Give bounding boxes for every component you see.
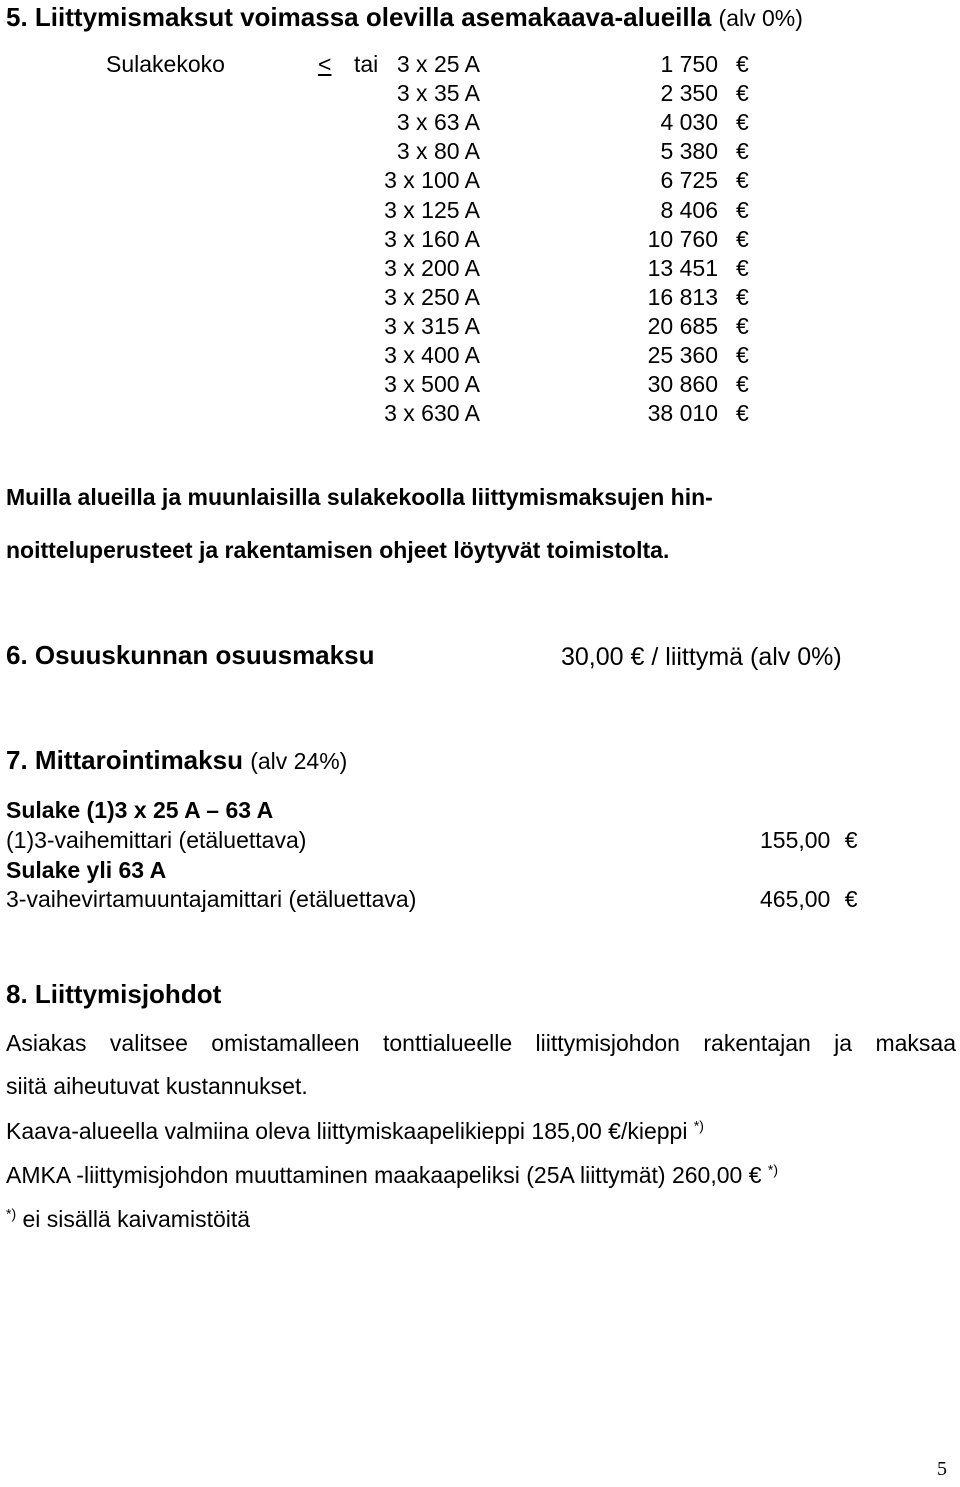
fuse-amount: 16 813 [647,283,718,310]
section-6-fee [561,643,842,672]
euro-icon: € [736,283,749,310]
euro-icon: € [736,225,749,252]
fuse-size: 3 x 400 A [384,342,480,368]
section-8-title: Liittymisjohdot [34,979,222,1009]
euro-icon: € [736,51,749,77]
section-6-title: Osuuskunnan osuusmaksu [34,640,375,670]
note-line-1: Muilla alueilla ja muunlaisilla sulakekoolla liittymismaksujen hin- [6,484,713,510]
section-6-amount: 30,00 [561,643,624,671]
sub-2-item: 3-vaihevirtamuuntajamittari (etäluettava) [6,886,417,912]
section-6-heading [6,640,374,671]
fuse-size-label: Sulakekoko [106,51,225,77]
euro-icon: € [736,80,749,107]
fuse-size: 3 x 160 A [384,225,480,252]
sub-2-title: Sulake yli 63 A [6,857,167,883]
fuse-size: 3 x 630 A [384,400,480,427]
page-number: 5 [937,1458,947,1480]
section-7-vat: (alv 24%) [250,748,348,774]
amka-text: AMKA -liittymisjohdon muuttaminen maakaapeliksi (25A liittymät) 260,00 [6,1162,743,1188]
fuse-size: 3 x 100 A [384,167,480,194]
euro-icon: € [736,312,749,339]
kaapeli-unit: /kieppi [620,1118,688,1144]
sub-2-price [760,886,858,913]
fuse-amount: 20 685 [647,312,718,339]
kaapeli-line [6,1118,704,1145]
euro-icon: € [630,643,645,671]
kaapeli-text: Kaava-alueella valmiina oleva liittymiskaapelikieppi 185,00 [6,1118,602,1144]
fuse-amount: 8 406 [660,196,718,223]
footnote-line [6,1206,250,1233]
section-8-para-line-1: Asiakas valitsee omistamalleen tonttialueelle liittymisjohdon rakentajan ja maksaa [6,1030,956,1056]
fuse-size: 3 x 125 A [384,196,480,223]
fuse-size: 3 x 250 A [384,283,480,310]
euro-icon: € [736,342,749,368]
section-8-heading [6,979,221,1010]
sub-2-amount: 465,00 [760,886,831,912]
euro-icon: € [736,254,749,281]
euro-icon: € [844,886,858,912]
sub-1-title: Sulake (1)3 x 25 A – 63 A [6,797,274,823]
fuse-size: 3 x 200 A [384,254,480,281]
section-7-heading [6,745,347,776]
fuse-amount: 1 750 [660,51,718,77]
section-6-number: 6. [6,640,28,670]
section-7-number: 7. [6,745,28,775]
section-8-number: 8. [6,979,28,1009]
footnote-mark: *) [767,1161,779,1178]
fuse-amount: 38 010 [647,400,718,427]
euro-icon: € [736,400,749,427]
section-6-suffix: / liittymä (alv 0%) [651,643,842,671]
footnote-mark: *) [693,1117,704,1134]
sub-1-item: (1)3-vaihemittari (etäluettava) [6,827,307,853]
euro-icon: € [748,1162,762,1188]
fuse-amount: 10 760 [647,225,718,252]
note-line-2: noitteluperusteet ja rakentamisen ohjeet löytyvät toimistolta. [6,537,670,563]
less-than-sign: < [318,51,332,77]
footnote-text: ei sisällä kaivamistöitä [22,1206,251,1232]
euro-icon: € [736,109,749,136]
euro-icon: € [736,167,749,194]
sub-1-amount: 155,00 [760,827,831,853]
section-8-para-line-2: siitä aiheutuvat kustannukset. [6,1073,308,1099]
fuse-size: 3 x 315 A [384,312,480,339]
euro-icon: € [736,196,749,223]
section-5-vat: (alv 0%) [718,5,803,31]
fuse-amount: 13 451 [647,254,718,281]
fuse-amount: 5 380 [660,138,718,165]
fuse-amount: 25 360 [647,342,718,368]
fuse-size: 3 x 25 A [396,51,480,77]
fuse-size: 3 x 500 A [384,371,480,398]
euro-icon: € [736,371,749,398]
euro-icon: € [844,827,858,853]
section-5-number: 5. [6,2,28,32]
fuse-amount: 4 030 [660,109,718,136]
fuse-amount: 6 725 [660,167,718,194]
sub-1-price [760,827,858,854]
fuse-amount: 30 860 [647,371,718,398]
or-word: tai [354,51,379,77]
section-7-title: Mittarointimaksu [34,745,243,775]
euro-icon: € [608,1118,621,1144]
fuse-size: 3 x 63 A [396,109,480,136]
euro-icon: € [736,138,749,165]
fuse-amount: 2 350 [660,80,718,107]
footnote-mark: *) [6,1205,17,1222]
section-5-title: Liittymismaksut voimassa olevilla asemakaava-alueilla [34,2,712,32]
fuse-size: 3 x 80 A [396,138,480,165]
section-5-heading [6,2,803,33]
fuse-size: 3 x 35 A [396,80,480,107]
amka-line [6,1162,778,1189]
